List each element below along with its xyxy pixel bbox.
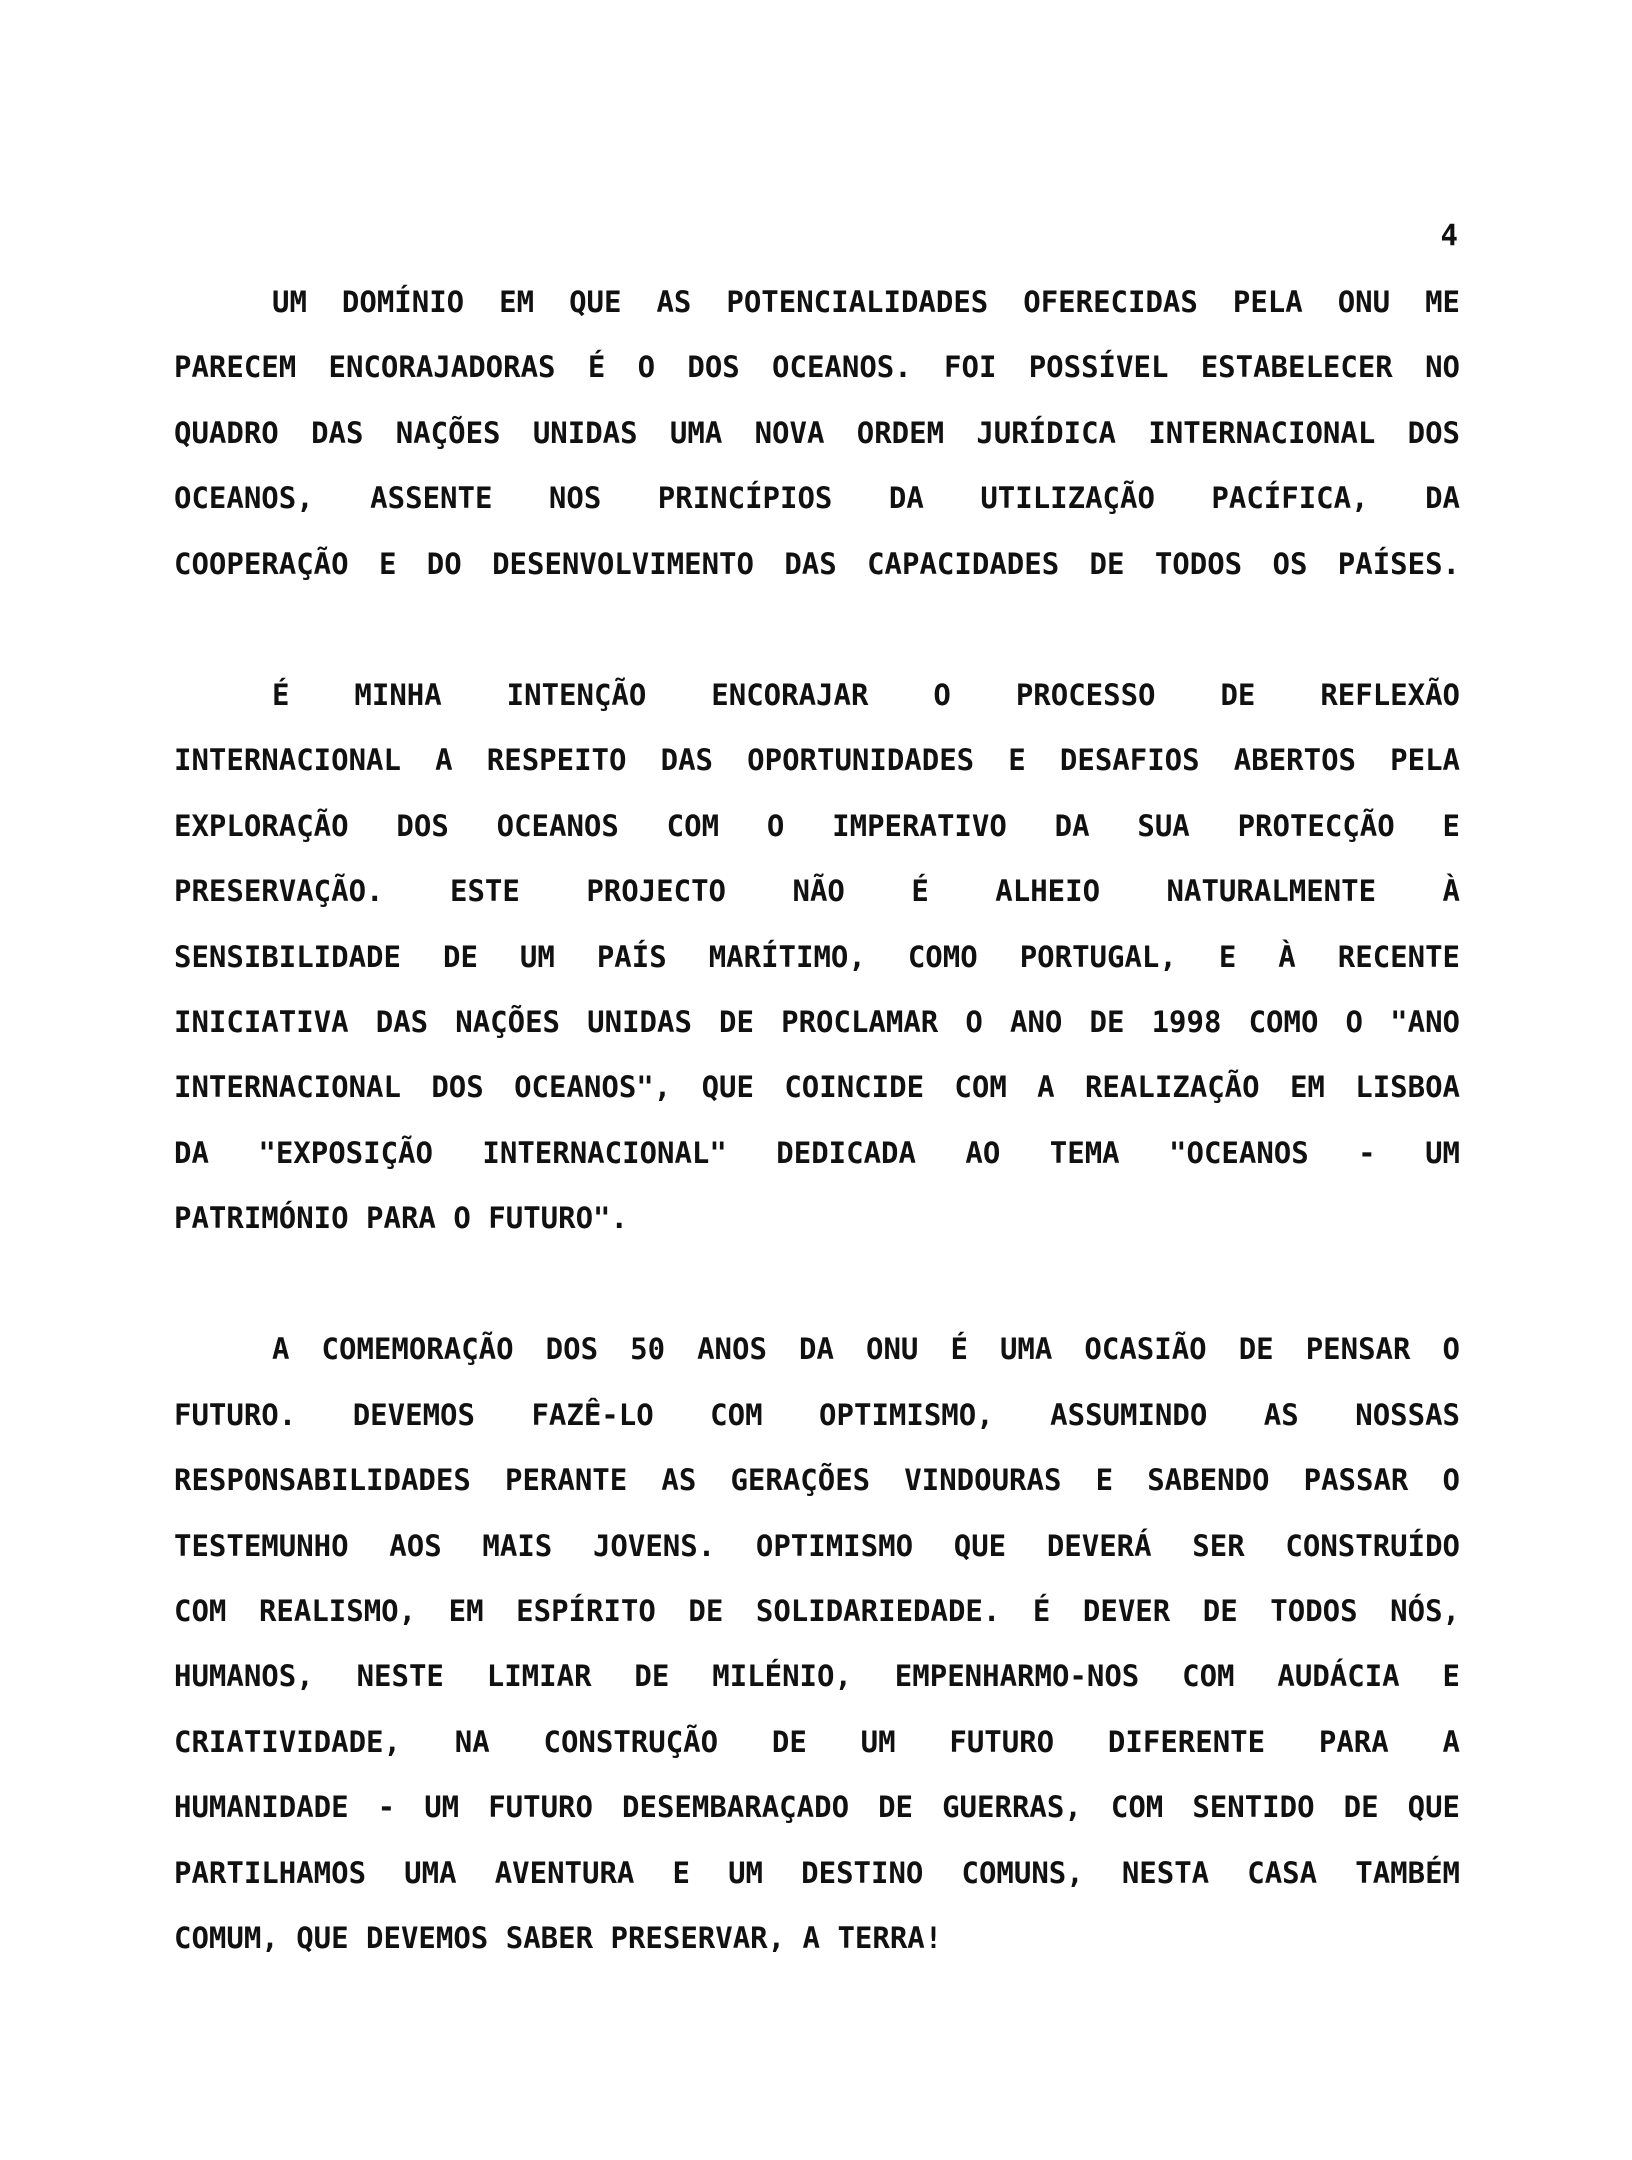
document-body — [174, 270, 1460, 2037]
text-line: FUTURO. DEVEMOS FAZÊ-LO COM OPTIMISMO, ASSUMINDO AS NOSSAS — [174, 1397, 1460, 1432]
text-line: PARECEM ENCORAJADORAS É O DOS OCEANOS. FOI POSSÍVEL ESTABELECER NO — [174, 350, 1460, 385]
text-line: DA "EXPOSIÇÃO INTERNACIONAL" DEDICADA AO TEMA "OCEANOS - UM — [174, 1135, 1460, 1170]
text-line: COM REALISMO, EM ESPÍRITO DE SOLIDARIEDADE. É DEVER DE TODOS NÓS, — [174, 1594, 1460, 1629]
paragraph-reflection — [174, 663, 1460, 1252]
text-line: É MINHA INTENÇÃO ENCORAJAR O PROCESSO DE REFLEXÃO — [272, 677, 1460, 712]
text-line: INTERNACIONAL A RESPEITO DAS OPORTUNIDADES E DESAFIOS ABERTOS PELA — [174, 743, 1460, 778]
text-line: INTERNACIONAL DOS OCEANOS", QUE COINCIDE COM A REALIZAÇÃO EM LISBOA — [174, 1070, 1460, 1105]
text-line: EXPLORAÇÃO DOS OCEANOS COM O IMPERATIVO DA SUA PROTECÇÃO E — [174, 808, 1460, 843]
text-line: PARTILHAMOS UMA AVENTURA E UM DESTINO COMUNS, NESTA CASA TAMBÉM — [174, 1855, 1460, 1890]
text-line: HUMANIDADE - UM FUTURO DESEMBARAÇADO DE GUERRAS, COM SENTIDO DE QUE — [174, 1790, 1460, 1825]
paragraph-commemoration — [174, 1317, 1460, 1971]
text-line: RESPONSABILIDADES PERANTE AS GERAÇÕES VINDOURAS E SABENDO PASSAR O — [174, 1463, 1460, 1498]
text-line: CRIATIVIDADE, NA CONSTRUÇÃO DE UM FUTURO DIFERENTE PARA A — [174, 1724, 1460, 1759]
text-line: PATRIMÓNIO PARA O FUTURO". — [174, 1201, 628, 1236]
text-line: OCEANOS, ASSENTE NOS PRINCÍPIOS DA UTILIZAÇÃO PACÍFICA, DA — [174, 481, 1460, 516]
text-line: QUADRO DAS NAÇÕES UNIDAS UMA NOVA ORDEM JURÍDICA INTERNACIONAL DOS — [174, 415, 1460, 450]
text-line: UM DOMÍNIO EM QUE AS POTENCIALIDADES OFERECIDAS PELA ONU ME — [272, 285, 1460, 319]
text-line: PRESERVAÇÃO. ESTE PROJECTO NÃO É ALHEIO NATURALMENTE À — [174, 874, 1460, 909]
text-line: COMUM, QUE DEVEMOS SABER PRESERVAR, A TERRA! — [174, 1920, 943, 1955]
text-line: INICIATIVA DAS NAÇÕES UNIDAS DE PROCLAMAR O ANO DE 1998 COMO O "ANO — [174, 1004, 1460, 1039]
text-line: A COMEMORAÇÃO DOS 50 ANOS DA ONU É UMA OCASIÃO DE PENSAR O — [272, 1332, 1460, 1367]
page-number: 4 — [1440, 218, 1458, 252]
text-line: TESTEMUNHO AOS MAIS JOVENS. OPTIMISMO QUE DEVERÁ SER CONSTRUÍDO — [174, 1528, 1460, 1563]
paragraph-oceans — [174, 270, 1460, 597]
text-line: COOPERAÇÃO E DO DESENVOLVIMENTO DAS CAPACIDADES DE TODOS OS PAÍSES. — [174, 546, 1460, 581]
text-line: SENSIBILIDADE DE UM PAÍS MARÍTIMO, COMO PORTUGAL, E À RECENTE — [174, 939, 1460, 974]
text-line: HUMANOS, NESTE LIMIAR DE MILÉNIO, EMPENHARMO-NOS COM AUDÁCIA E — [174, 1659, 1460, 1694]
